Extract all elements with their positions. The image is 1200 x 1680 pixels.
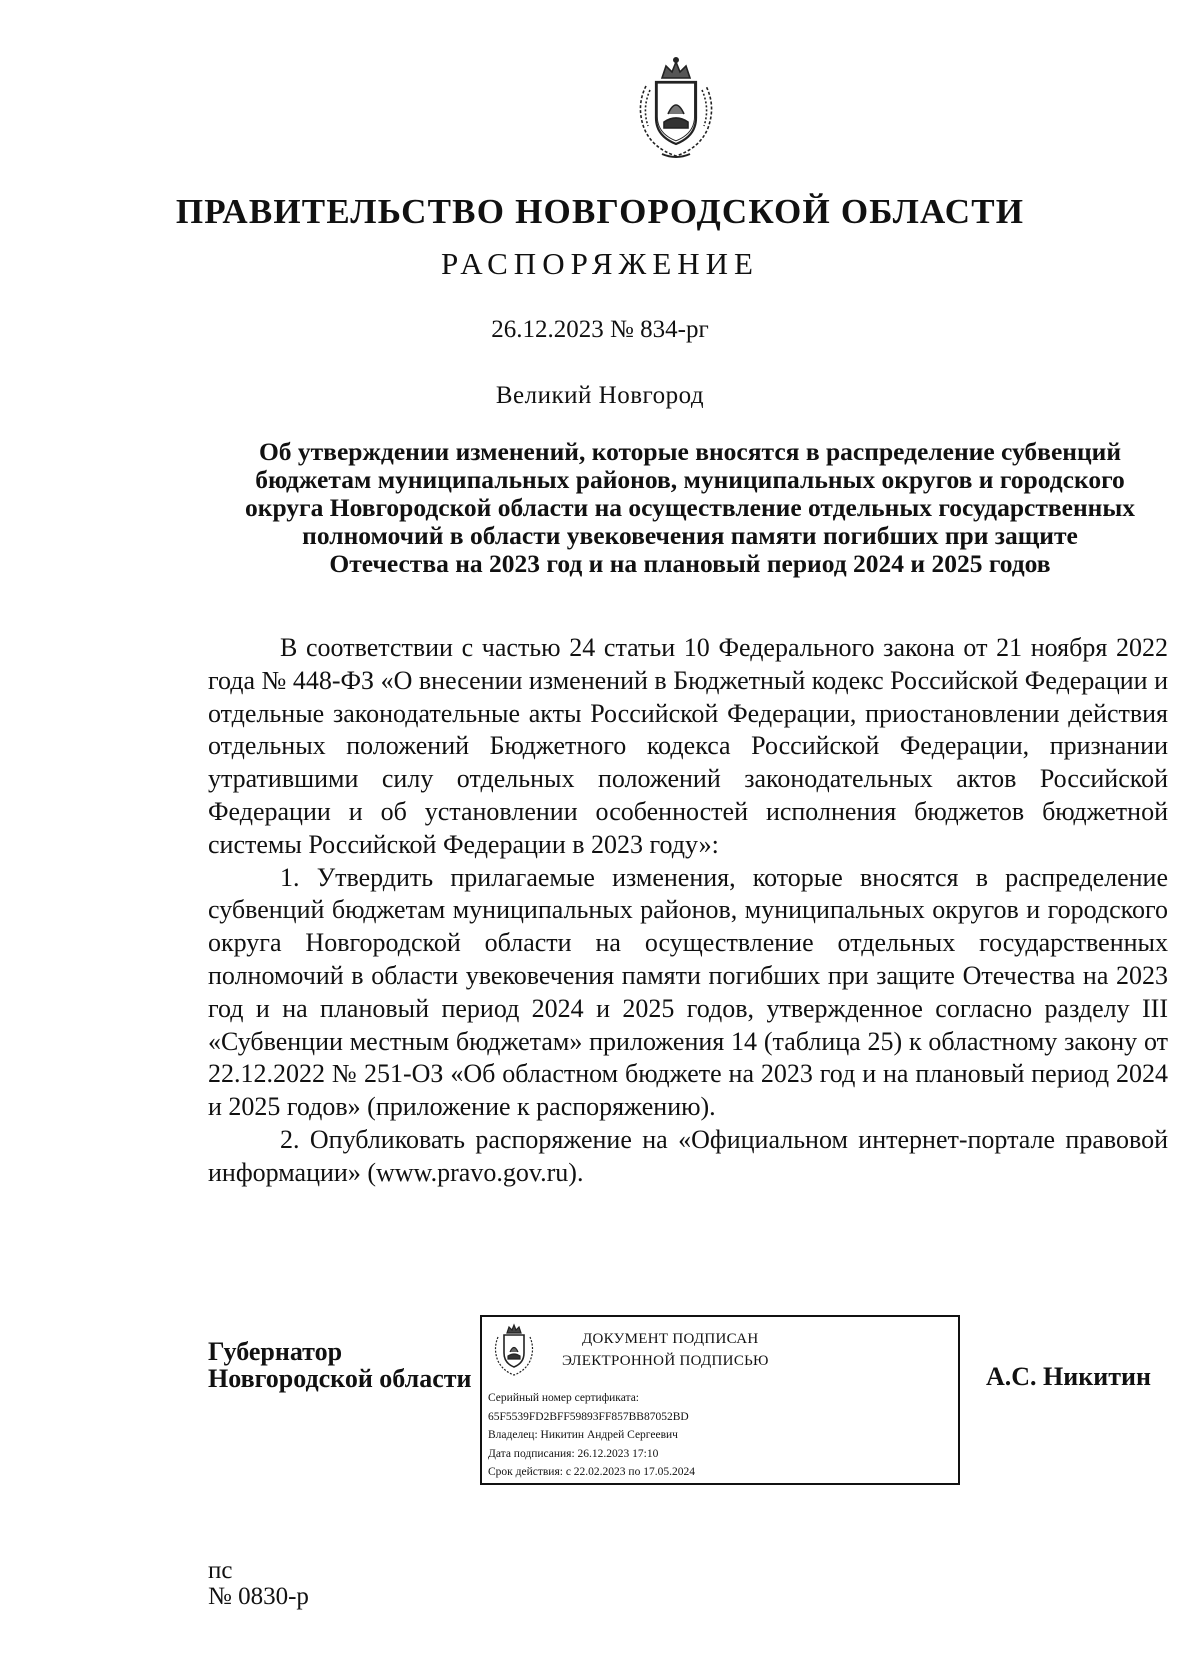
executor-initials: пс (208, 1557, 233, 1584)
position-line: Губернатор (208, 1337, 343, 1366)
title-line: бюджетам муниципальных районов, муниципальных округов и городского (255, 465, 1125, 494)
title-line: полномочий в области увековечения памяти погибших при защите (302, 521, 1078, 550)
stamp-line: 65F5539FD2BFF59893FF857BB87052BD (488, 1410, 689, 1423)
document-footer (208, 1558, 309, 1610)
stamp-line: Дата подписания: 26.12.2023 17:10 (488, 1447, 659, 1460)
document-type: РАСПОРЯЖЕНИЕ (441, 246, 759, 281)
coat-of-arms-icon (492, 1323, 536, 1377)
title-line: Отечества на 2023 год и на плановый период 2024 и 2025 годов (329, 549, 1051, 578)
item-1-paragraph: 1. Утвердить прилагаемые изменения, которые вносятся в распределение субвенций бюджетам муниципальных районов, муниципальных округов и городского округа Новгородской области на осуществление отдельных государственных полномочий в области увековечения памяти погибших при защите Отечества на 2023 год и на плановый период 2024 и 2025 годов, утвержденное согласно разделу III «Субвенции местным бюджетам» приложения 14 (таблица 25) к областному закону от 22.12.2022 № 251-ОЗ «Об областном бюджете на 2023 год и на плановый период 2024 и 2025 годов» (приложение к распоряжению). (208, 862, 1168, 1122)
stamp-line: Срок действия: с 22.02.2023 по 17.05.2024 (488, 1466, 695, 1478)
stamp-heading: ЭЛЕКТРОННОЙ ПОДПИСЬЮ (562, 1353, 769, 1369)
document-title (212, 438, 1168, 578)
title-line: округа Новгородской области на осуществление отдельных государственных (245, 493, 1135, 522)
registration-number: № 0830-р (208, 1583, 309, 1610)
position-line: Новгородской области (208, 1364, 472, 1393)
stamp-line: Владелец: Никитин Андрей Сергеевич (488, 1429, 678, 1441)
stamp-line: Серийный номер сертификата: (488, 1392, 639, 1404)
document-city: Великий Новгород (495, 382, 705, 409)
document-body (208, 632, 1168, 1190)
title-line: Об утверждении изменений, которые вносятся в распределение субвенций (258, 437, 1122, 466)
e-signature-stamp (480, 1315, 960, 1485)
document-date-number: 26.12.2023 № 834-рг (491, 316, 709, 343)
organization-name: ПРАВИТЕЛЬСТВО НОВГОРОДСКОЙ ОБЛАСТИ (175, 192, 1025, 231)
stamp-heading: ДОКУМЕНТ ПОДПИСАН (582, 1331, 759, 1347)
preamble-paragraph: В соответствии с частью 24 статьи 10 Федерального закона от 21 ноября 2022 года № 448-ФЗ «О внесении изменений в Бюджетный кодекс Российской Федерации и отдельные законодательные акты Российской Федерации, приостановлении действия отдельных положений Бюджетного кодекса Российской Федерации, признании утратившими силу отдельных положений законодательных актов Российской Федерации и об установлении особенностей исполнения бюджетов бюджетной системы Российской Федерации в 2023 году»: (208, 633, 1168, 859)
item-2-paragraph: 2. Опубликовать распоряжение на «Официальном интернет-портале правовой информации» (www.pravo.gov.ru). (208, 1124, 1168, 1187)
signatory-name: А.С. Никитин (986, 1362, 1151, 1391)
stamp-details (488, 1389, 695, 1482)
coat-of-arms-icon (632, 56, 720, 160)
signatory-position (208, 1338, 472, 1392)
